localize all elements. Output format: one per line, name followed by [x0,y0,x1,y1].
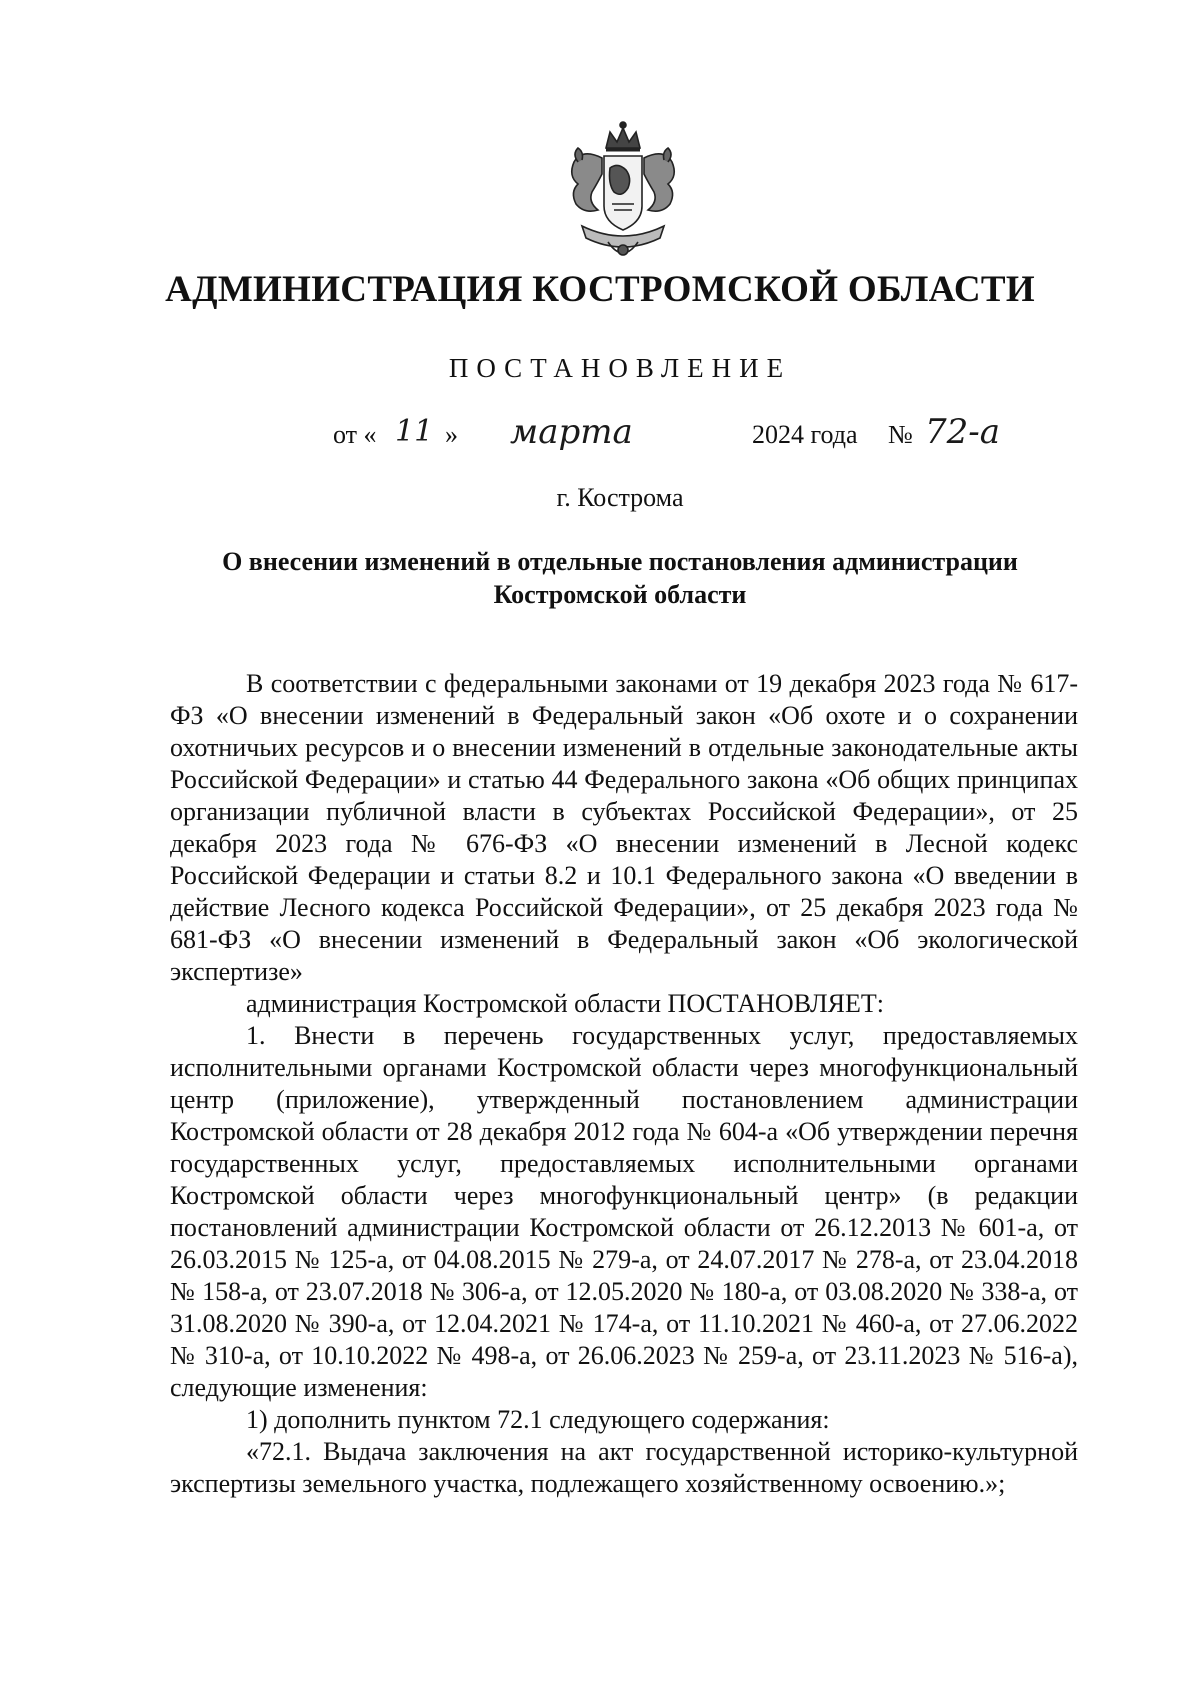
document-number-handwritten: 72-а [925,412,1001,452]
document-body [170,668,1078,1500]
number-label: № [888,420,913,449]
date-day-handwritten: 11 [395,414,434,449]
coat-of-arms-emblem [548,118,698,268]
paragraph-item-1: 1. Внести в перечень государственных услуг, предоставляемых исполнительными органами Костромской области через многофункциональный центр (приложение), утвержденный постановлением администрации Костромской области от 28 декабря 2012 года № 604-а «Об утверждении перечня государственных услуг, предоставляемых исполнительными органами Костромской области через многофункциональный центр» (в редакции постановлений администрации Костромской области от 26.12.2013 № 601-а, от 26.03.2015 № 125-а, от 04.08.2015 № 279-а, от 24.07.2017 № 278-а, от 23.04.2018 № 158-а, от 23.07.2018 № 306-а, от 12.05.2020 № 180-а, от 03.08.2020 № 338-а, от 31.08.2020 № 390-а, от 12.04.2021 № 174-а, от 11.10.2021 № 460-а, от 27.06.2022 № 310-а, от 10.10.2022 № 498-а, от 26.06.2023 № 259-а, от 23.11.2023 № 516-а), следующие изменения: [170,1021,1078,1402]
document-type: ПОСТАНОВЛЕНИЕ [448,353,792,383]
paragraph-preamble: В соответствии с федеральными законами от 19 декабря 2023 года № 617-ФЗ «О внесении изменений в Федеральный закон «Об охоте и о сохранении охотничьих ресурсов и о внесении изменений в отдельные законодательные акты Российской Федерации» и статью 44 Федерального закона «Об общих принципах организации публичной власти в субъектах Российской Федерации», от 25 декабря 2023 года № 676-ФЗ «О внесении изменений в Лесной кодекс Российской Федерации и статьи 8.2 и 10.1 Федерального закона «О введении в действие Лесного кодекса Российской Федерации», от 25 декабря 2023 года № 681-ФЗ «О внесении изменений в Федеральный закон «Об экологической экспертизе» [170,669,1078,986]
date-month-handwritten: марта [510,412,633,452]
date-year: 2024 года [752,420,858,449]
paragraph-quoted-item: «72.1. Выдача заключения на акт государственной историко-культурной экспертизы земельного участка, подлежащего хозяйственному освоению.»; [170,1437,1078,1498]
city: г. Кострома [556,483,684,512]
paragraph-subitem-1: 1) дополнить пунктом 72.1 следующего содержания: [246,1405,830,1434]
date-prefix: от « [333,420,377,449]
document-subject: О внесении изменений в отдельные постановления администрации Костромской области [222,547,1018,609]
organization-title: АДМИНИСТРАЦИЯ КОСТРОМСКОЙ ОБЛАСТИ [165,269,1035,310]
paragraph-resolves: администрация Костромской области ПОСТАНОВЛЯЕТ: [246,989,885,1018]
date-number-line [0,412,1200,462]
date-quote-close: » [445,420,458,449]
